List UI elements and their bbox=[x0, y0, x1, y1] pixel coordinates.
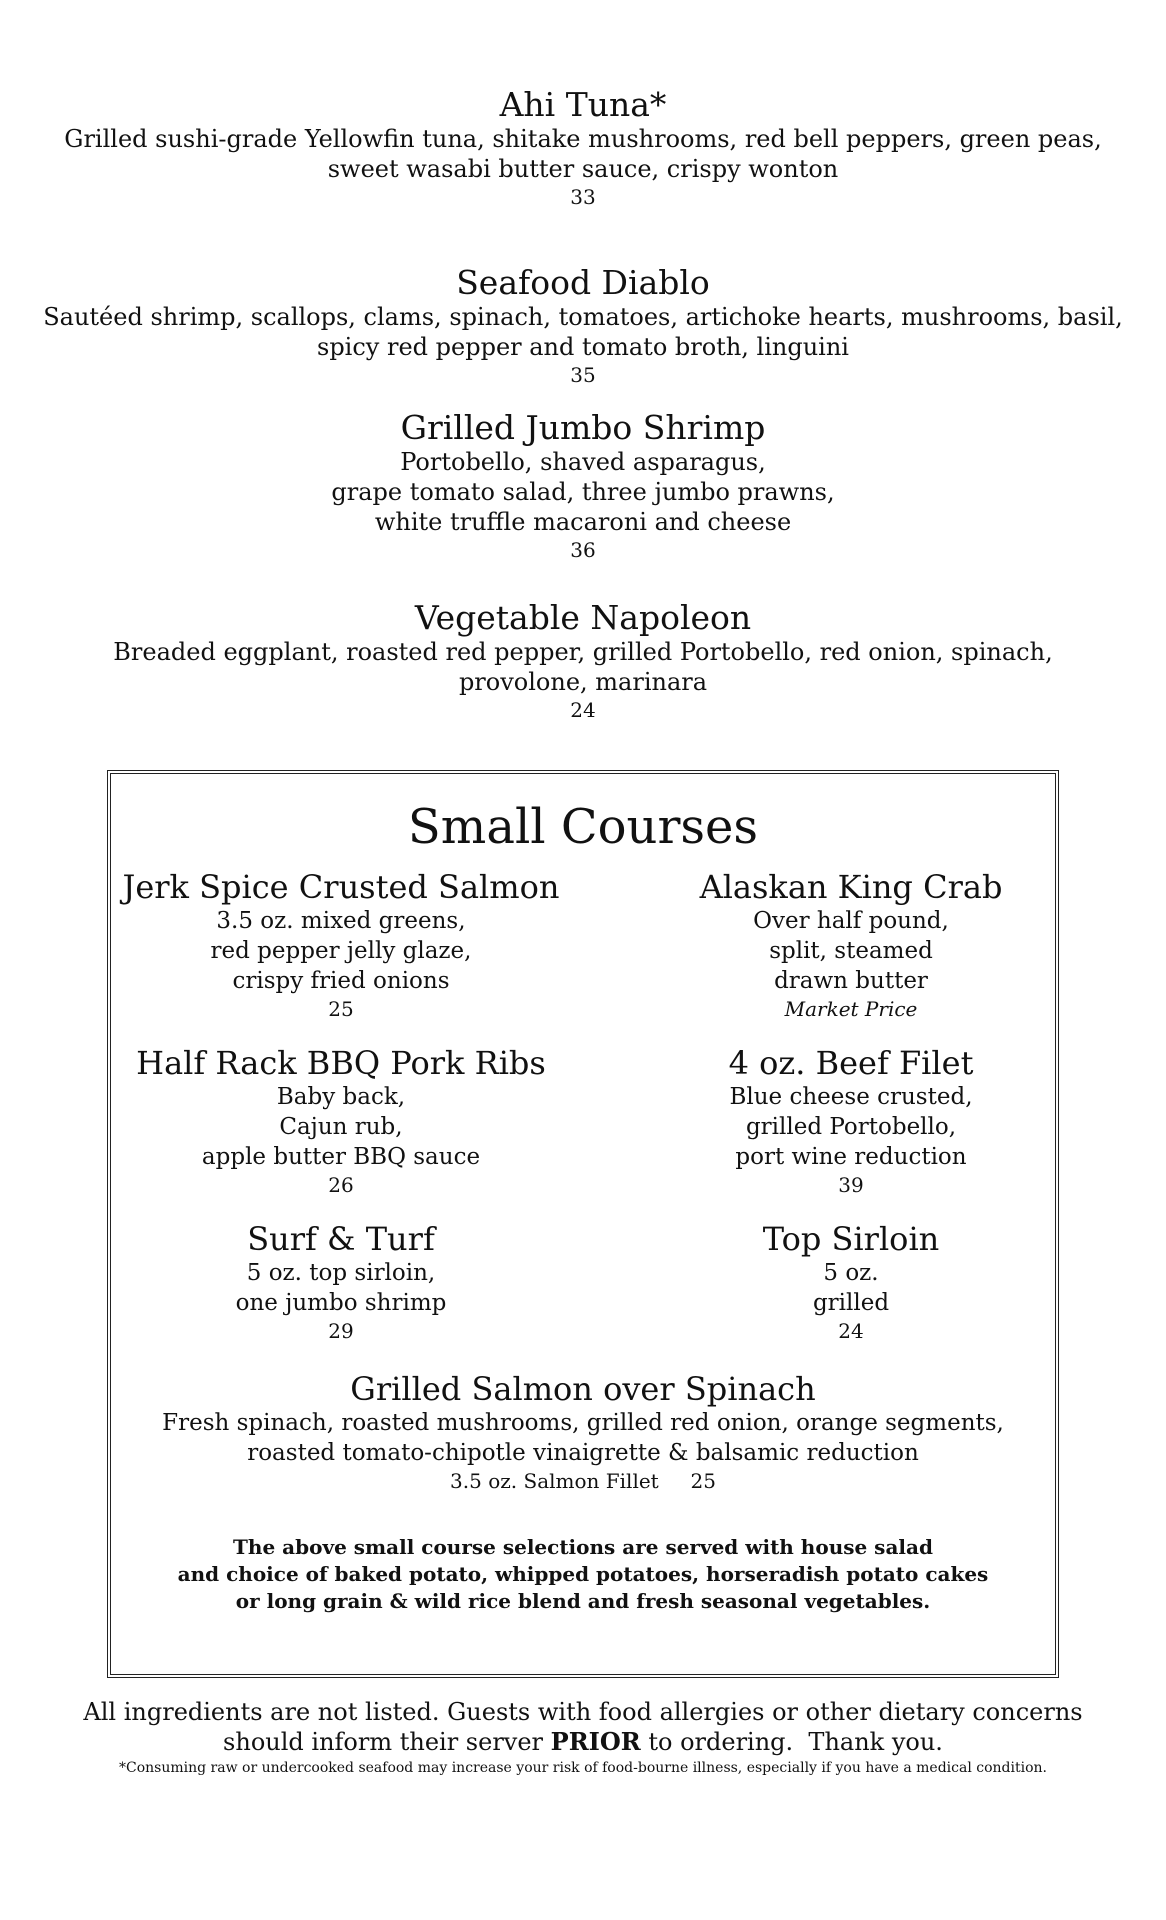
dish-name: Alaskan King Crab bbox=[699, 868, 1003, 906]
note-line: The above small course selections are served with house salad bbox=[233, 1535, 933, 1559]
dish-price: 36 bbox=[570, 538, 596, 562]
dish-price: 26 bbox=[328, 1173, 354, 1197]
dish-description-line: crispy fried onions bbox=[232, 968, 450, 994]
dish-price: 3.5 oz. Salmon Fillet 25 bbox=[450, 1469, 716, 1493]
notice-text: should inform their server bbox=[223, 1728, 551, 1756]
dish-description-line: 5 oz. bbox=[823, 1260, 879, 1286]
dish-description-line: Cajun rub, bbox=[279, 1114, 403, 1140]
dish-name: Surf & Turf bbox=[247, 1220, 435, 1258]
dish-description-line: grape tomato salad, three jumbo prawns, bbox=[331, 478, 835, 506]
dish-description-line: Over half pound, bbox=[753, 908, 949, 934]
dish-description-line: one jumbo shrimp bbox=[235, 1290, 447, 1316]
note-line: or long grain & wild rice blend and fresh seasonal vegetables. bbox=[235, 1589, 931, 1613]
dish-description-line: port wine reduction bbox=[735, 1144, 967, 1170]
section-title: Small Courses bbox=[407, 799, 759, 855]
dish-name: Grilled Salmon over Spinach bbox=[350, 1370, 816, 1408]
dish-price: 33 bbox=[570, 185, 596, 209]
dish-name: Grilled Jumbo Shrimp bbox=[400, 408, 766, 447]
dish-description-line: split, steamed bbox=[769, 938, 933, 964]
dish-name: 4 oz. Beef Filet bbox=[728, 1044, 974, 1082]
dish-description-line: Baby back, bbox=[276, 1084, 406, 1110]
dish-description-line: 3.5 oz. mixed greens, bbox=[216, 908, 466, 934]
dish-description-line: Portobello, shaved asparagus, bbox=[400, 448, 766, 476]
notice-text: to ordering. Thank you. bbox=[640, 1728, 943, 1756]
dish-description-line: red pepper jelly glaze, bbox=[210, 938, 472, 964]
dish-description-line: grilled bbox=[812, 1290, 890, 1316]
dish-price: Market Price bbox=[784, 997, 918, 1021]
menu-item-seafood-diablo bbox=[0, 264, 1166, 388]
notice-emphasis: PRIOR bbox=[550, 1727, 641, 1756]
dish-description-line: Fresh spinach, roasted mushrooms, grilled red onion, orange segments, bbox=[162, 1410, 1004, 1436]
small-courses-box bbox=[107, 770, 1059, 1678]
dish-price: 29 bbox=[328, 1319, 354, 1343]
dish-name: Jerk Spice Crusted Salmon bbox=[122, 868, 560, 906]
menu-item-jerk-spice-salmon bbox=[121, 868, 561, 1022]
dish-description-line: spicy red pepper and tomato broth, linguini bbox=[317, 333, 849, 361]
dish-description-line: Blue cheese crusted, bbox=[729, 1084, 973, 1110]
note-line: and choice of baked potato, whipped potatoes, horseradish potato cakes bbox=[177, 1562, 989, 1586]
dish-description-line: apple butter BBQ sauce bbox=[201, 1144, 481, 1170]
dish-description-line: drawn butter bbox=[774, 968, 928, 994]
allergy-notice-line: All ingredients are not listed. Guests with food allergies or other dietary concerns bbox=[83, 1698, 1083, 1726]
dish-name: Top Sirloin bbox=[762, 1220, 940, 1258]
dish-price: 24 bbox=[570, 698, 596, 722]
dish-name: Seafood Diablo bbox=[456, 263, 710, 302]
menu-item-grilled-salmon-spinach bbox=[111, 1370, 1055, 1494]
menu-item-vegetable-napoleon bbox=[0, 599, 1166, 723]
menu-item-beef-filet bbox=[651, 1044, 1051, 1198]
dish-name: Half Rack BBQ Pork Ribs bbox=[136, 1044, 546, 1082]
dish-price: 24 bbox=[838, 1319, 864, 1343]
dish-description-line: roasted tomato-chipotle vinaigrette & balsamic reduction bbox=[247, 1440, 919, 1466]
dish-name: Ahi Tuna* bbox=[499, 85, 667, 124]
dish-description-line: sweet wasabi butter sauce, crispy wonton bbox=[327, 155, 839, 183]
menu-item-top-sirloin bbox=[651, 1220, 1051, 1344]
small-courses-note bbox=[111, 1534, 1055, 1615]
allergy-notice bbox=[0, 1697, 1166, 1757]
dish-description-line: provolone, marinara bbox=[458, 668, 708, 696]
menu-item-ahi-tuna bbox=[0, 86, 1166, 210]
dish-description-line: Breaded eggplant, roasted red pepper, grilled Portobello, red onion, spinach, bbox=[113, 638, 1053, 666]
dish-description-line: 5 oz. top sirloin, bbox=[246, 1260, 436, 1286]
dish-price: 39 bbox=[838, 1173, 864, 1197]
dish-description-line: grilled Portobello, bbox=[745, 1114, 957, 1140]
dish-description-line: Grilled sushi-grade Yellowfin tuna, shitake mushrooms, red bell peppers, green peas, bbox=[64, 125, 1102, 153]
dish-price: 25 bbox=[328, 997, 354, 1021]
allergy-notice-line bbox=[0, 1727, 1166, 1757]
dish-description-line: white truffle macaroni and cheese bbox=[374, 508, 792, 536]
menu-item-grilled-jumbo-shrimp bbox=[0, 409, 1166, 563]
menu-item-alaskan-king-crab bbox=[651, 868, 1051, 1022]
raw-seafood-disclaimer: *Consuming raw or undercooked seafood may increase your risk of food-bourne illness, especially if you have a medical condition. bbox=[119, 1760, 1047, 1776]
dish-name: Vegetable Napoleon bbox=[414, 598, 752, 637]
dish-price: 35 bbox=[570, 363, 596, 387]
menu-item-surf-and-turf bbox=[121, 1220, 561, 1344]
menu-item-half-rack-ribs bbox=[121, 1044, 561, 1198]
dish-description-line: Sautéed shrimp, scallops, clams, spinach, tomatoes, artichoke hearts, mushrooms, basil, bbox=[43, 303, 1123, 331]
